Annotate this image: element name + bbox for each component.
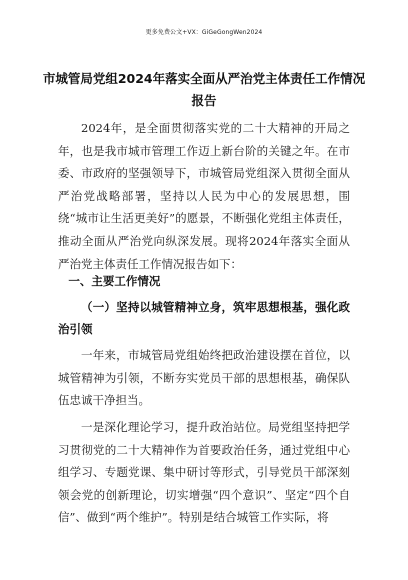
intro-paragraph: 2024年，是全面贯彻落实党的二十大精神的开局之年，也是我市城市管理工作迈上新台阶的关键之年。在市委、市政府的坚强领导下，市城管局党组深入贯彻全面从严治党战略部署，坚持以人民为中心的发展思想，围绕“城市让生活更美好”的愿景，不断强化党组主体责任，推动全面从严治党向纵深发展。现将2024年落实全面从严治党主体责任工作情况报告如下： bbox=[58, 121, 350, 271]
section1-paragraph-2: 一是深化理论学习，提升政治站位。局党组坚持把学习贯彻党的二十大精神作为首要政治任务，通过党组中心组学习、专题党课、集中研讨等形式，引导党员干部深刻领会党的创新理论，切实增强“四个意识”、坚定“四个自信”、做到“两个维护”。特别是结合城管工作实际，将 bbox=[58, 420, 350, 525]
section-heading-1: 一、主要工作情况 bbox=[68, 274, 161, 288]
subsection-heading-1: （一）坚持以城管精神立身，筑牢思想根基，强化政治引领 bbox=[58, 300, 350, 336]
document-title: 市城管局党组2024年落实全面从严治党主体责任工作情况报告 bbox=[42, 71, 366, 108]
section1-paragraph-1: 一年来，市城管局党组始终把政治建设摆在首位，以城管精神为引领，不断夯实党员干部的思想根基，确保队伍忠诚干净担当。 bbox=[58, 348, 350, 408]
header-note: 更多免费公文+VX：GiGeGongWen2024 bbox=[145, 29, 263, 36]
